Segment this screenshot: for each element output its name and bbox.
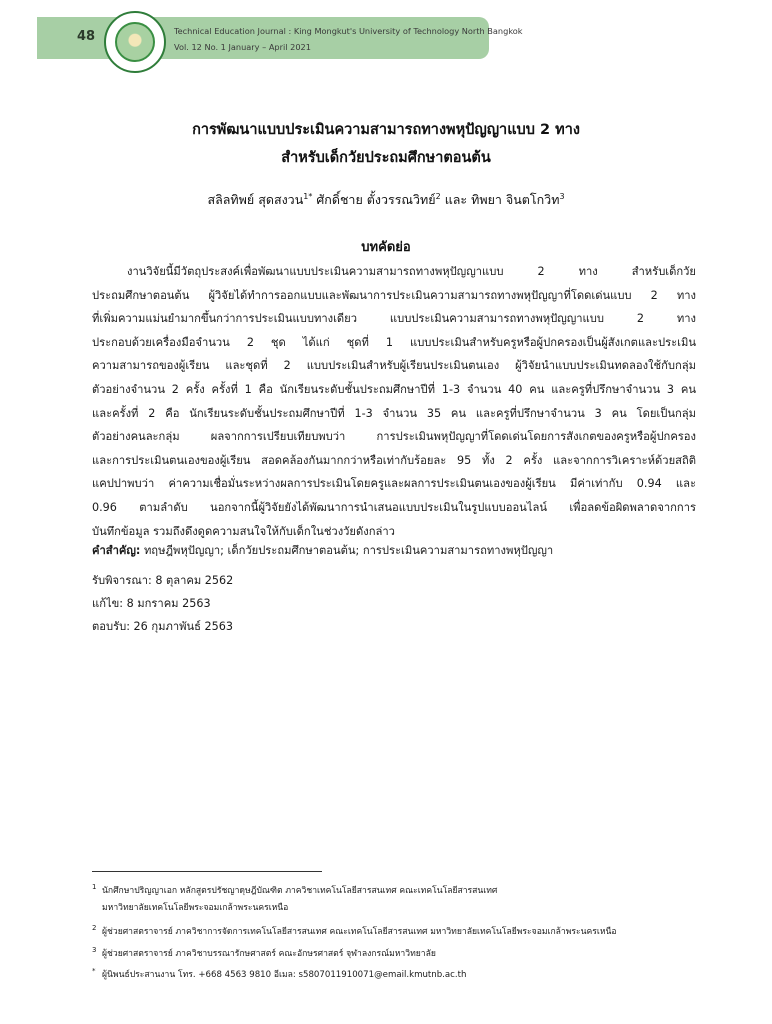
abstract-line: ประถมศึกษาตอนต้น ผู้วิจัยได้ทำการออกแบบและพัฒนาการประเมินความสามารถทางพหุปัญญาที่โดดเด่นแบบ 2 ทาง (92, 288, 696, 302)
footnote-mark: 1 (92, 883, 97, 892)
author-conjunction: และ (444, 192, 468, 207)
keywords (92, 541, 696, 559)
keywords-text: ทฤษฎีพหุปัญญา; เด็กวัยประถมศึกษาตอนต้น; การประเมินความสามารถทางพหุปัญญา (143, 544, 554, 557)
author-mark: 2 (435, 191, 441, 201)
author-mark: 3 (559, 191, 565, 201)
paper-title-line-2: สำหรับเด็กวัยประถมศึกษาตอนต้น (281, 150, 491, 166)
keywords-label: คำสำคัญ: (92, 544, 141, 557)
page-number: 48 (77, 29, 96, 44)
footnote (92, 967, 466, 981)
journal-title: Technical Education Journal : King Mongkut's University of Technology North Bangkok (174, 26, 523, 36)
journal-volume: Vol. 12 No. 1 January – April 2021 (174, 42, 311, 52)
author-name: ศักดิ์ชาย ตั้งวรรณวิทย์ (316, 192, 436, 207)
abstract-line: และครั้งที่ 2 คือ นักเรียนระดับชั้นประถมศึกษาปีที่ 1-3 จำนวน 35 คน และครูที่ปรึกษาจำนวน 3 คน โดยเป็นกลุ่ม (92, 406, 696, 420)
abstract-line: ตัวอย่างคนละกลุ่ม ผลจากการเปรียบเทียบพบว่า การประเมินพหุปัญญาที่โดดเด่นโดยการสังเกตของครูหรือผู้ปกครอง (92, 430, 696, 444)
footnote-continuation: มหาวิทยาลัยเทคโนโลยีพระจอมเกล้าพระนครเหนือ (102, 903, 289, 913)
footnote-mark: * (92, 967, 96, 976)
date-revised: แก้ไข: 8 มกราคม 2563 (92, 597, 211, 610)
author-name: ทิพยา จินตโกวิท (471, 192, 560, 207)
abstract-line: บันทึกข้อมูล รวมถึงดึงดูดความสนใจให้กับเด็กในช่วงวัยดังกล่าว (92, 524, 395, 538)
abstract-heading: บทคัดย่อ (361, 240, 411, 255)
author-list (86, 190, 686, 210)
footnote-divider (92, 871, 322, 872)
date-accepted: ตอบรับ: 26 กุมภาพันธ์ 2563 (92, 620, 233, 633)
university-seal-icon (104, 11, 166, 73)
abstract-line: 0.96 ตามลำดับ นอกจากนี้ผู้วิจัยยังได้พัฒนาการนำเสนอแบบประเมินในรูปแบบออนไลน์ เพื่อลดข้อผิดพลาดจากการ (92, 501, 696, 514)
footnote (92, 924, 617, 938)
author-name: สลิลทิพย์ สุดสงวน (207, 192, 304, 207)
abstract-line: แคปปาพบว่า ค่าความเชื่อมั่นระหว่างผลการประเมินโดยครูและผลการประเมินตนเองของผู้เรียน มีค่าเท่ากับ 0.94 และ (92, 477, 696, 491)
footnote (92, 946, 436, 960)
author-mark: 1* (303, 191, 313, 201)
abstract-line: งานวิจัยนี้มีวัตถุประสงค์เพื่อพัฒนาแบบประเมินความสามารถทางพหุปัญญาแบบ 2 ทาง สำหรับเด็กวัย (127, 265, 696, 278)
footnote-mark: 3 (92, 946, 97, 955)
footnote-mark: 2 (92, 924, 97, 933)
abstract-line: และการประเมินตนเองของผู้เรียน สอดคล้องกันมากกว่าหรือเท่ากับร้อยละ 95 ทั้ง 2 ครั้ง และจากการวิเคราะห์ด้วยสถิติ (92, 453, 696, 467)
footnote-text: ผู้ช่วยศาสตราจารย์ ภาควิชาการจัดการเทคโนโลยีสารสนเทศ คณะเทคโนโลยีสารสนเทศ มหาวิทยาลัยเทคโนโลยีพระจอมเกล้าพระนครเหนือ (102, 927, 617, 937)
abstract-line: ที่เพิ่มความแม่นยำมากขึ้นกว่าการประเมินแบบทางเดียว แบบประเมินความสามารถทางพหุปัญญาแบบ 2 ทาง (92, 312, 696, 326)
paper-title-line-1: การพัฒนาแบบประเมินความสามารถทางพหุปัญญาแบบ 2 ทาง (192, 122, 580, 138)
abstract-line: ประกอบด้วยเครื่องมือจำนวน 2 ชุด ได้แก่ ชุดที่ 1 แบบประเมินสำหรับครูหรือผู้ปกครองเป็นผู้สังเกตและประเมิน (92, 335, 696, 349)
abstract-line: ความสามารถของผู้เรียน และชุดที่ 2 แบบประเมินสำหรับผู้เรียนประเมินตนเอง ผู้วิจัยนำแบบประเมินทดลองใช้กับกลุ่ม (92, 359, 696, 373)
footnote (92, 883, 497, 897)
date-received: รับพิจารณา: 8 ตุลาคม 2562 (92, 574, 234, 587)
footnote-text: ผู้ช่วยศาสตราจารย์ ภาควิชาบรรณารักษศาสตร์ คณะอักษรศาสตร์ จุฬาลงกรณ์มหาวิทยาลัย (102, 949, 436, 959)
footnote-text: ผู้นิพนธ์ประสานงาน โทร. +668 4563 9810 อีเมล: s5807011910071@email.kmutnb.ac.th (102, 970, 467, 980)
abstract-line: ตัวอย่างจำนวน 2 ครั้ง ครั้งที่ 1 คือ นักเรียนระดับชั้นประถมศึกษาปีที่ 1-3 จำนวน 40 คน และครูที่ปรึกษาจำนวน 3 คน (92, 383, 696, 396)
journal-header-band (37, 17, 523, 59)
footnote-text: นักศึกษาปริญญาเอก หลักสูตรปรัชญาดุษฎีบัณฑิต ภาควิชาเทคโนโลยีสารสนเทศ คณะเทคโนโลยีสารสนเทศ (102, 886, 498, 896)
